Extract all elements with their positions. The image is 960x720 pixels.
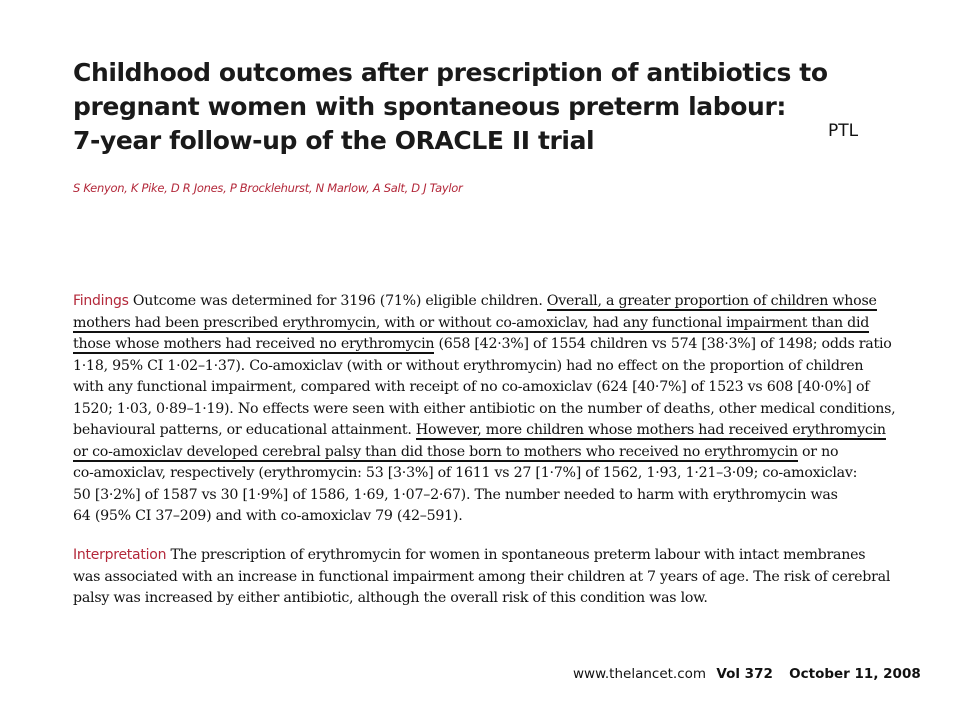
findings-line: co-amoxiclav, respectively (erythromycin: 53 [3·3%] of 1611 vs 27 [1·7%] of 1562, 1·93, 1·21–3·09; co-amoxiclav: <box>73 465 858 481</box>
findings-line: 64 (95% CI 37–209) and with co-amoxiclav 79 (42–591). <box>73 508 463 524</box>
underlined-text: or co-amoxiclav developed cerebral palsy than did those born to mothers who received no erythromycin <box>73 443 798 460</box>
journal-footer <box>573 666 921 682</box>
findings-line <box>73 291 913 313</box>
findings-section <box>73 291 913 528</box>
findings-line: 1520; 1·03, 0·89–1·19). No effects were seen with either antibiotic on the number of deaths, other medical conditions, <box>73 400 896 417</box>
findings-line: with any functional impairment, compared with receipt of no co-amoxiclav (624 [40·7%] of 1523 vs 608 [40·0%] of <box>73 379 870 395</box>
underlined-text: mothers had been prescribed erythromycin, with or without co-amoxiclav, had any functional impairment than did <box>73 314 870 331</box>
title-line-2: pregnant women with spontaneous preterm labour: <box>73 92 786 121</box>
findings-line <box>73 334 913 356</box>
findings-text: (658 [42·3%] of 1554 children vs 574 [38·3%] of 1498; odds ratio <box>434 336 892 352</box>
journal-volume: Vol 372 <box>716 666 773 682</box>
interpretation-line <box>73 545 913 567</box>
interpretation-line: was associated with an increase in functional impairment among their children at 7 years of age. The risk of cerebral <box>73 568 891 585</box>
interpretation-line: palsy was increased by either antibiotic, although the overall risk of this condition was low. <box>73 590 708 606</box>
findings-line <box>73 442 913 464</box>
findings-text: Outcome was determined for 3196 (71%) eligible children. <box>128 293 547 309</box>
underlined-text: Overall, a greater proportion of children whose <box>546 293 877 309</box>
interpretation-text: The prescription of erythromycin for women in spontaneous preterm labour with intact membranes <box>166 547 866 563</box>
title-line-3: 7-year follow-up of the ORACLE II trial <box>73 126 595 155</box>
findings-line <box>73 313 913 335</box>
author-list: S Kenyon, K Pike, D R Jones, P Brocklehurst, N Marlow, A Salt, D J Taylor <box>73 181 463 195</box>
findings-text: behavioural patterns, or educational attainment. <box>73 422 416 438</box>
findings-line: 1·18, 95% CI 1·02–1·37). Co-amoxiclav (with or without erythromycin) had no effect on the proportion of children <box>73 357 864 374</box>
journal-date: October 11, 2008 <box>789 666 921 682</box>
findings-line <box>73 420 913 442</box>
findings-text: or no <box>797 443 839 460</box>
interpretation-section <box>73 545 913 610</box>
paper-title <box>73 56 828 158</box>
findings-line: 50 [3·2%] of 1587 vs 30 [1·9%] of 1586, 1·69, 1·07–2·67). The number needed to harm with erythromycin was <box>73 486 838 503</box>
journal-site: www.thelancet.com <box>573 666 707 682</box>
underlined-text: However, more children whose mothers had received erythromycin <box>415 422 886 438</box>
title-line-1: Childhood outcomes after prescription of antibiotics to <box>73 58 828 87</box>
interpretation-heading: Interpretation <box>73 547 167 563</box>
underlined-text: those whose mothers had received no erythromycin <box>73 336 435 352</box>
findings-heading: Findings <box>73 293 129 309</box>
topic-tag: PTL <box>828 121 859 141</box>
